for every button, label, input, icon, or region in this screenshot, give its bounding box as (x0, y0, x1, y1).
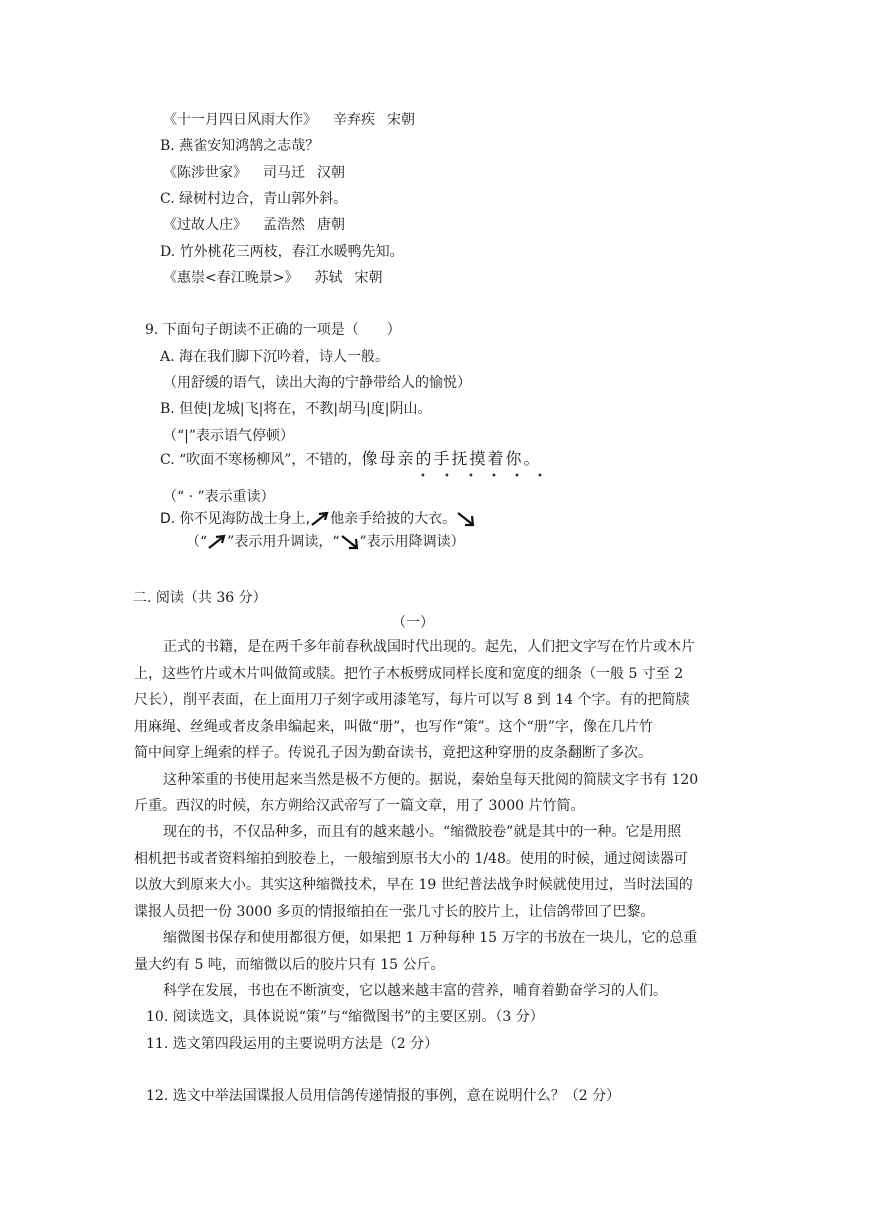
passage-line: 谍报人员把一份 3000 多页的情报缩拍在一张几寸长的胶片上，让信鸽带回了巴黎。 (134, 904, 655, 920)
passage-line: 现在的书，不仅品种多，而且有的越来越小。“缩微胶卷”就是其中的一种。它是用照 (163, 824, 682, 840)
poem-title: 《十一月四日风雨大作》 (163, 112, 317, 128)
emphasis-dot: • (444, 471, 450, 482)
option-c-text: C. “吹面不寒杨柳风”，不错的， (160, 452, 362, 468)
passage-line: 简中间穿上绳索的样子。传说孔子因为勤奋读书，竟把这种穿册的皮条翻断了多次。 (134, 745, 652, 761)
subsection-heading: （一） (392, 615, 434, 631)
q8-option-d: D. 竹外桃花三两枝，春江水暖鸭先知。 (160, 244, 404, 260)
passage-line: 相机把书或者资料缩拍到胶卷上，一般缩到原书大小的 1/48。使用的时候，通过阅读器可 (134, 851, 688, 867)
author: 司马迁 (263, 165, 305, 181)
poem-title: 《陈涉世家》 (163, 165, 247, 181)
question-10: 10. 阅读选文，具体说说“策”与“缩微图书”的主要区别。（3 分） (146, 1009, 544, 1025)
emphasis-dot: • (468, 471, 474, 482)
poem-title: 《惠崇<春江晚景>》 (163, 270, 299, 286)
dynasty: 汉朝 (317, 165, 345, 181)
passage-line: 斤重。西汉的时候，东方朔给汉武帝写了一篇文章，用了 3000 片竹简。 (134, 798, 585, 814)
poem-title: 《过故人庄》 (163, 217, 247, 233)
passage-line: 尺长），削平表面，在上面用刀子刻字或用漆笔写，每片可以写 8 到 14 个字。有的把简牍 (134, 692, 690, 708)
passage-line: 量大约有 5 吨，而缩微以后的胶片只有 15 公斤。 (134, 957, 445, 973)
option-d-part1: D. 你不见海防战士身上, (160, 511, 311, 527)
q9-option-b-note: （“|”表示语气停顿） (163, 428, 295, 444)
emphasis-dot: • (514, 471, 520, 482)
falling-arrow-icon (456, 511, 476, 527)
passage-line: 这种笨重的书使用起来当然是极不方便的。据说，秦始皇每天批阅的简牍文字书有 120 (163, 772, 699, 788)
q9-option-c (160, 449, 541, 470)
q9-stem: 9. 下面句子朗读不正确的一项是（ ） (145, 322, 401, 338)
q9-option-c-note: （“ · ”表示重读） (163, 489, 275, 505)
rising-arrow-icon (310, 511, 330, 527)
author: 苏轼 (314, 270, 343, 286)
q9-option-d-note (186, 532, 465, 552)
passage-line: 正式的书籍，是在两千多年前春秋战国时代出现的。起先，人们把文字写在竹片或木片 (163, 639, 695, 655)
question-12: 12. 选文中举法国谍报人员用信鸽传递情报的事例，意在说明什么？（2 分） (146, 1088, 621, 1104)
section-heading: 二. 阅读（共 36 分） (133, 590, 267, 606)
q9-option-b: B. 但使|龙城|飞|将在，不教|胡马|度|阴山。 (160, 401, 432, 417)
falling-arrow-icon (340, 534, 360, 550)
passage-line: 用麻绳、丝绳或者皮条串编起来，叫做“册”，也写作“策”。这个“册”字，像在几片竹 (134, 719, 653, 735)
q9-option-d (160, 509, 476, 529)
q8-option-c: C. 绿树村边合，青山郭外斜。 (160, 191, 348, 207)
rising-arrow-icon (207, 534, 227, 550)
author: 孟浩然 (263, 217, 305, 233)
dynasty: 唐朝 (317, 217, 345, 233)
emphasis-dot: • (491, 471, 497, 482)
q8-option-b: B. 燕雀安知鸿鹄之志哉？ (160, 138, 320, 154)
q9-option-a-note: （用舒缓的语气，读出大海的宁静带给人的愉悦） (163, 375, 471, 391)
q8-c-source (163, 215, 345, 235)
emphasized-phrase: 像母亲的手抚摸着你。 (361, 449, 542, 468)
passage-line: 上，这些竹片或木片叫做简或牍。把竹子木板劈成同样长度和宽度的细条（一般 5 寸至 2 (134, 666, 684, 682)
dynasty: 宋朝 (354, 270, 383, 286)
dynasty: 宋朝 (387, 112, 415, 128)
note-text: （“ (186, 534, 208, 550)
author: 辛弃疾 (333, 112, 375, 128)
option-d-part2: 他亲手给披的大衣。 (330, 511, 457, 527)
note-text: ”表示用升调读，“ (227, 534, 340, 550)
note-text: ”表示用降调读） (359, 534, 465, 550)
q8-a-source (163, 110, 415, 130)
passage-line: 科学在发展，书也在不断演变，它以越来越丰富的营养，哺育着勤奋学习的人们。 (163, 983, 667, 999)
q9-option-a: A. 海在我们脚下沉吟着，诗人一般。 (160, 349, 390, 365)
q8-b-source (163, 163, 345, 183)
question-11: 11. 选文第四段运用的主要说明方法是（2 分） (146, 1036, 439, 1052)
passage-line: 缩微图书保存和使用都很方便，如果把 1 万种每种 15 万字的书放在一块儿，它的总重 (163, 930, 698, 946)
emphasis-dot: • (420, 471, 426, 482)
q8-d-source (163, 268, 382, 288)
passage-line: 以放大到原来大小。其实这种缩微技术，早在 19 世纪普法战争时候就使用过，当时法国的 (134, 877, 693, 893)
emphasis-dot: • (537, 471, 543, 482)
